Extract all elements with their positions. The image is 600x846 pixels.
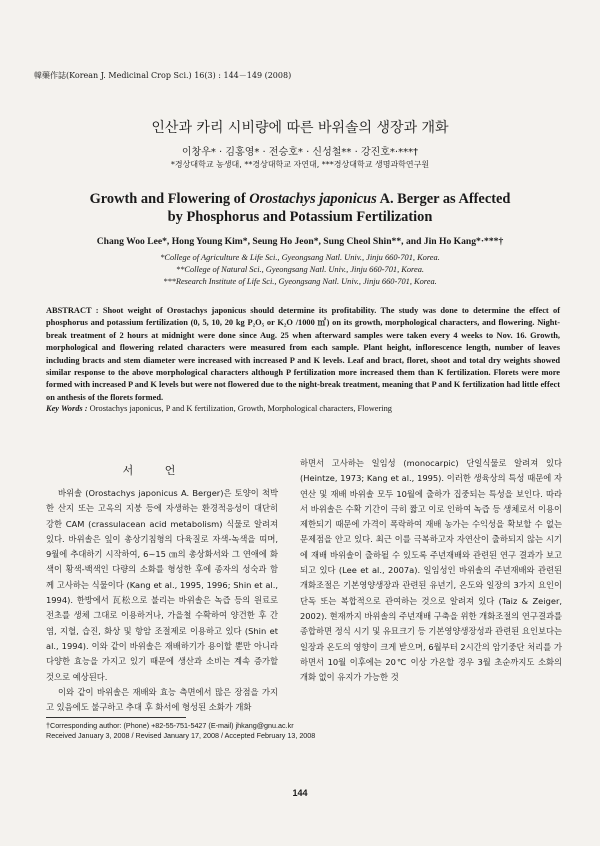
english-title-species: Orostachys japonicus — [249, 191, 377, 207]
affiliation-line: *College of Agriculture & Life Sci., Gyeongsang Natl. Univ., Jinju 660-701, Korea. — [160, 253, 440, 262]
korean-affiliations: *경상대학교 농생대, **경상대학교 자연대, ***경상대학교 생명과학연구원 — [170, 160, 430, 169]
keywords-text: Orostachys japonicus, P and K fertilization, Growth, Morphological characters, Flowering — [87, 404, 392, 413]
page-number: 144 — [292, 788, 308, 798]
english-authors: Chang Woo Lee*, Hong Young Kim*, Seung Ho Jeon*, Sung Cheol Shin**, and Jin Ho Kang*·***† — [96, 236, 504, 247]
english-title-pre: Growth and Flowering of — [89, 191, 250, 207]
journal-citation: 韓藥作誌(Korean J. Medicinal Crop Sci.) 16(3) : 144－149 (2008) — [34, 71, 292, 80]
corresponding-author: †Corresponding author: (Phone) +82-55-751-5427 (E-mail) jhkang@gnu.ac.kr — [46, 721, 294, 730]
korean-title: 인산과 카리 시비량에 따른 바위솔의 생장과 개화 — [151, 120, 449, 136]
english-affiliations — [0, 252, 600, 288]
affiliation-line: **College of Natural Sci., Gyeongsang Natl. Univ., Jinju 660-701, Korea. — [176, 265, 424, 274]
paragraph: 바위솔 (Orostachys japonicus A. Berger)은 토양이 척박한 산지 또는 고옥의 지붕 등에 자생하는 환경적응성이 대단히 강한 CAM (crassulacean acid metabolism) 식물로 알려져 있다. 바위솔은 잎이 총상기침형의 다육질로 자색-녹색을 띠며, 9월에 추대하기 시작하여, 6~15 ㎝의 총상화서와 그 연애에 화색이 황색-백색인 다량의 소화를 형성한 후에 종자의 성숙과 함께 고사하는 식물이다 (Kang et al., 1995, 1996; Shin et al., 1994). 한방에서 瓦松으로 불리는 바위솔은 녹즙 등의 원료로 전초를 생체 그대로 이용하거나, 가을철 수확하여 양건한 후 간염, 지혈, 습진, 화상 및 항암 조절제로 이용하고 있다 (Shin et al., 1994). 이와 같이 바위솔은 재배하기가 용이할 뿐만 아니라 다양한 효능을 가지고 있기 때문에 생산과 소비는 계속 증가할 것으로 예상된다. — [46, 488, 278, 682]
footnote — [46, 721, 560, 741]
body-column-right — [300, 456, 562, 685]
korean-authors: 이창우* · 김홍영* · 전승호* · 신성철** · 강진호*·***† — [181, 147, 419, 158]
paragraph: 이와 같이 바위솔은 재배와 효능 측면에서 많은 장점을 가지고 있음에도 불구하고 추대 후 화서에 형성된 소화가 개화 — [46, 686, 278, 713]
keywords-label: Key Words : — [46, 404, 88, 413]
footnote-divider — [46, 717, 186, 718]
english-title-post: A. Berger as Affected — [376, 191, 511, 207]
section-heading: 서 언 — [122, 464, 190, 477]
paragraph: 하면서 고사하는 일임성 (monocarpic) 단일식물로 알려져 있다 (Heintze, 1973; Kang et al., 1995). 이러한 생육상의 특성 때문에 자연산 및 재배 바위솔 모두 10월에 출하가 집중되는 특성을 보인다. 따라서 바위솔은 수확 기간이 극히 짧고 이로 인하여 녹즙 등 생체로서 이용이 제한되기 때문에 가격이 폭락하여 재배 농가는 수익성을 확보할 수 없는 문제점을 안고 있다. 최근 이를 극복하고자 자연산이 출하되지 않는 시기에 재배 바위솔이 출하될 수 있도록 주년재배와 관련된 연구 결과가 보고되고 있다 (Lee et al., 2007a). 일임성인 바위솔의 주년재배와 관련된 개화조절은 기본영양생장과 관련된 유년기, 온도와 일장의 3가지 요인이 단독 또는 복합적으로 관여하는 것으로 알려져 있다 (Taiz & Zeiger, 2002). 현재까지 바위솔의 주년재배 구축을 위한 개화조절의 연구결과를 종합하면 정식 시기 및 유묘크기 등 기본영양생장성과 관련된 요인보다는 일장과 온도의 영향이 크게 받으며, 6월부터 2시간의 암기중단 처리를 가하면서 10월 이후에는 20℃ 이상 가온할 경우 3월 초순까지도 소화의 개화 없이 유지가 가능한 것 — [300, 458, 562, 683]
keywords — [46, 404, 560, 413]
english-title-line2: by Phosphorus and Potassium Fertilization — [167, 209, 433, 225]
received-dates: Received January 3, 2008 / Revised January 17, 2008 / Accepted February 13, 2008 — [46, 731, 316, 740]
body-column-left — [46, 486, 278, 715]
abstract: ABSTRACT : Shoot weight of Orostachys japonicus should determine its profitability. The study was done to determine the effect of phosphorus and potassium fertilization (0, 5, 10, 20 kg P₂O₅ or K₂O /1000 ㎡) on its growth, morphological characters, and flowering. Night-break treatment of 2 hours at midnight were done since Aug. 25 when afterward samples were taken every 4 weeks to Nov. 16. Growth, morphological and flowering related characters were measured from each sample. Plant height, inflorescence length, number of leaves including bracts and stem diameter were increased with increased P and K levels. Leaf and bract, floret, shoot and total dry weights showed similar response to the above morphological characters although P fertilization more increased them than K fertilization. Florets were more formed with increased P and K levels but were not flowered due to the night-break treatment, meaning that P and K fertilization had little effect on anthesis of the florets formed. — [46, 306, 560, 402]
affiliation-line: ***Research Institute of Life Sci., Gyeongsang Natl. Univ., Jinju 660-701, Korea. — [163, 277, 437, 286]
english-title — [40, 190, 560, 226]
